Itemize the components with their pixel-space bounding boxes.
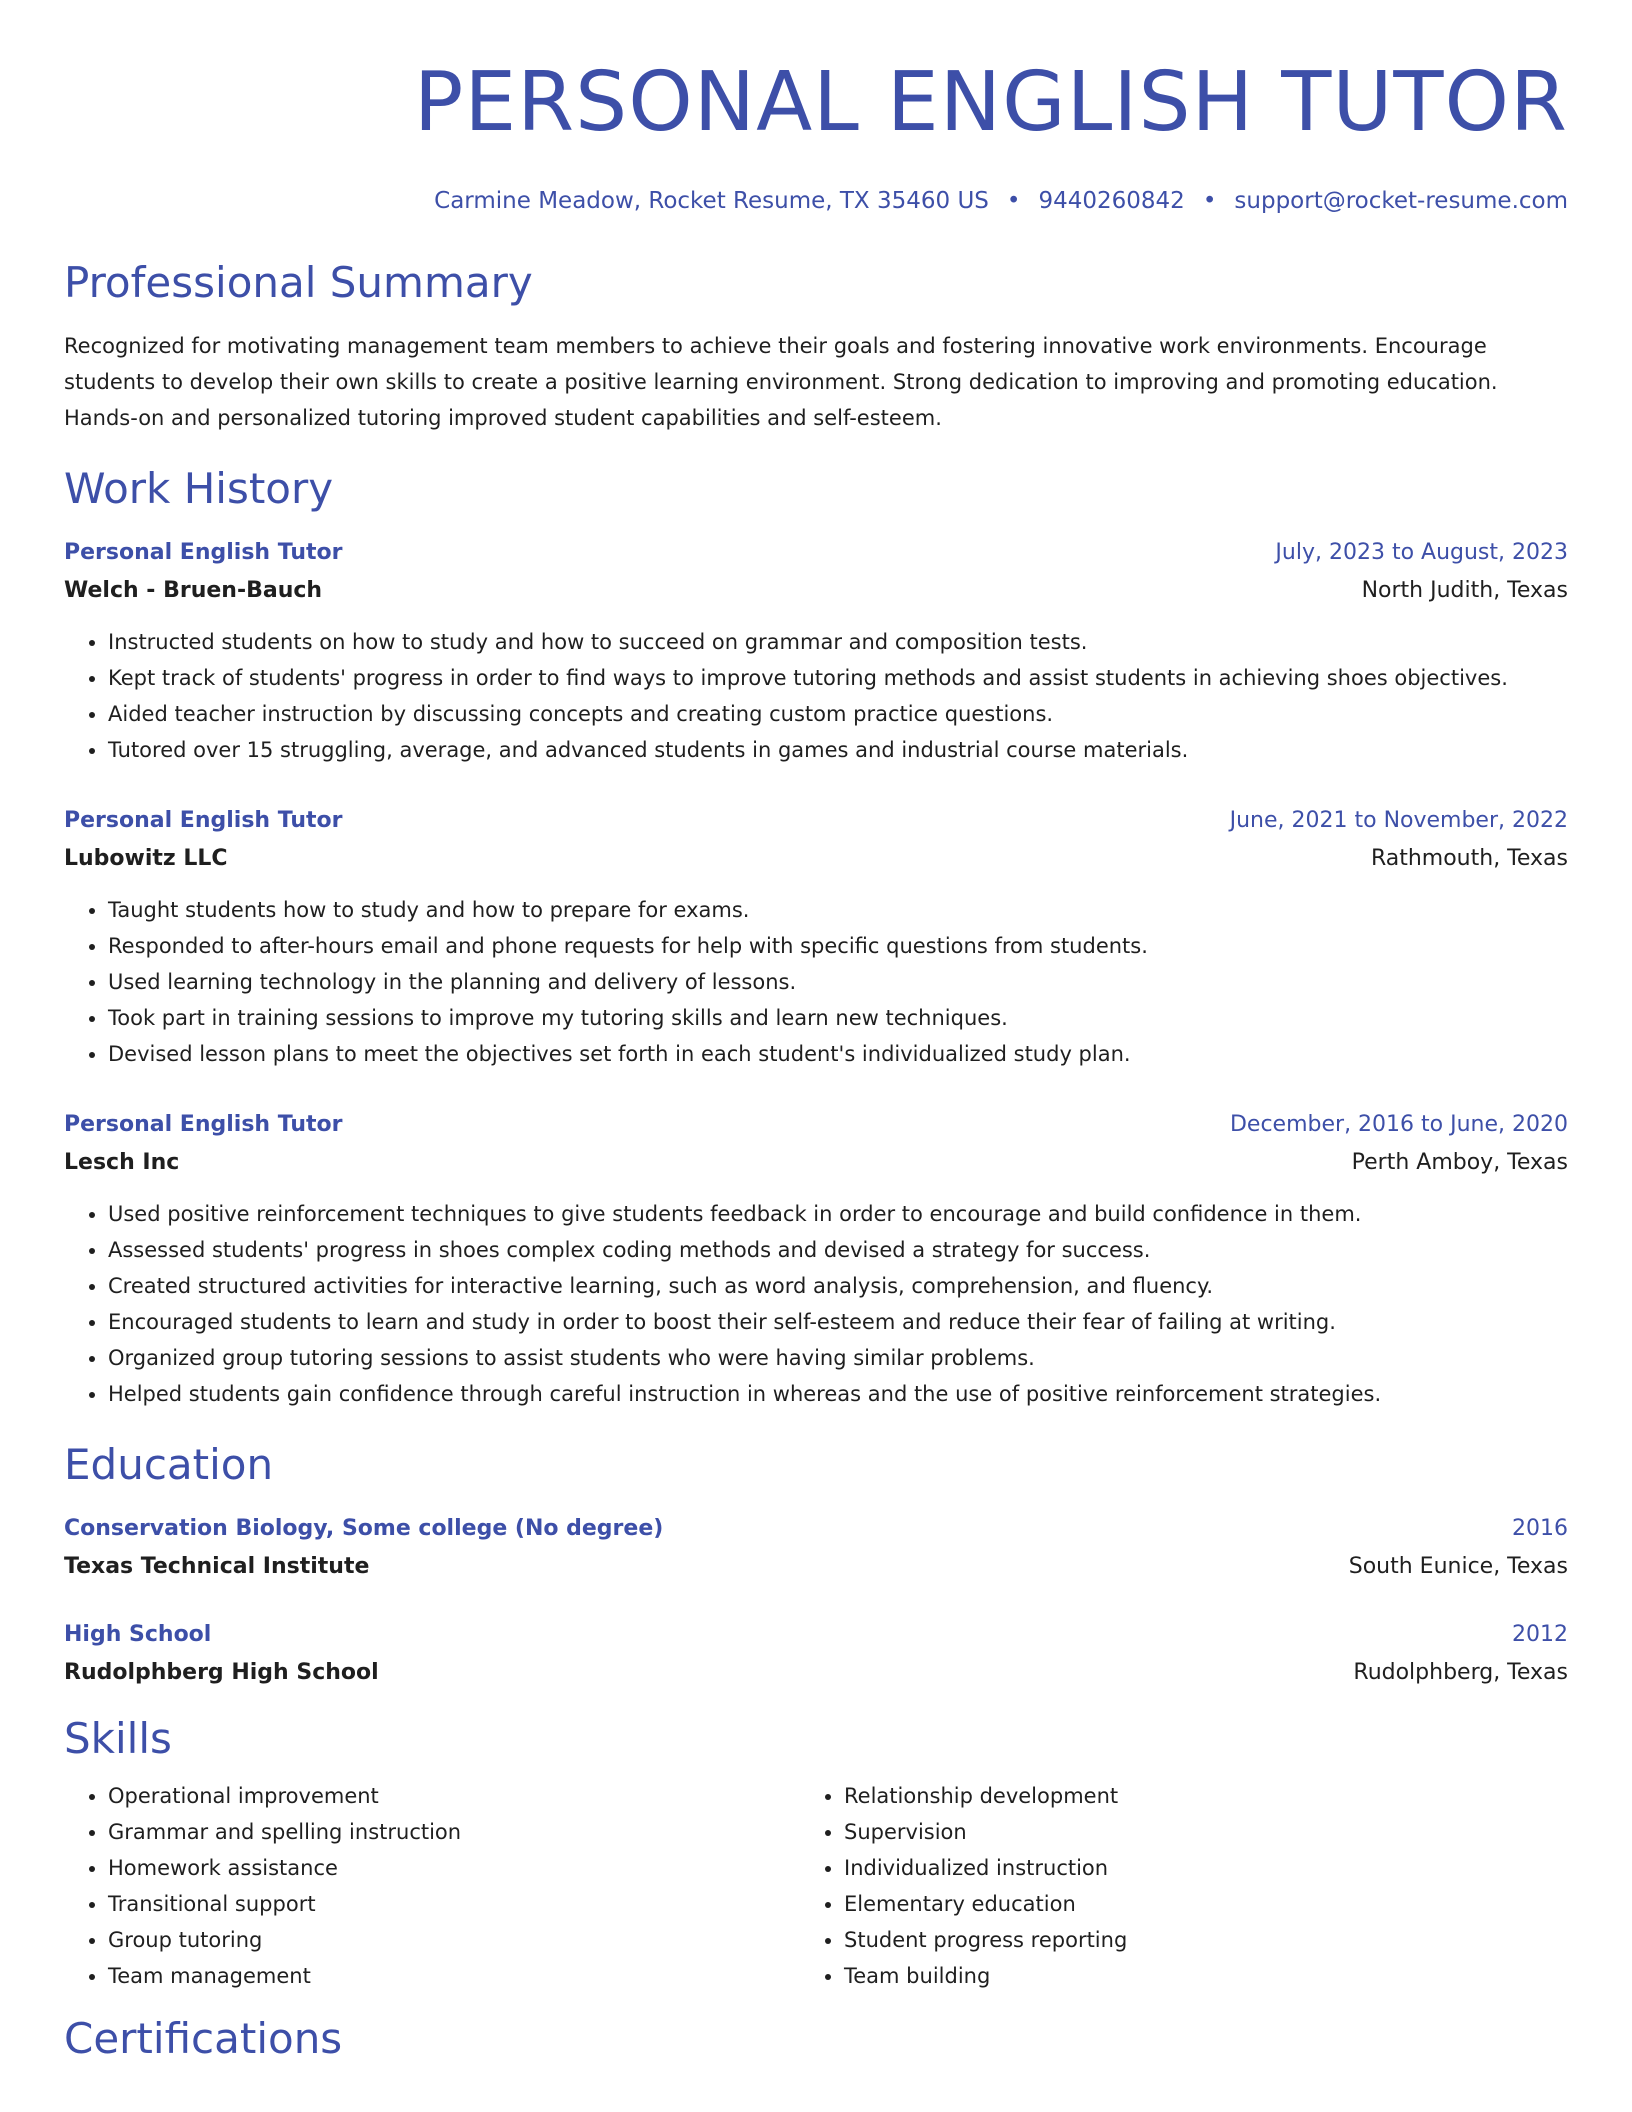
job-company-row bbox=[64, 1144, 1568, 1182]
contact-address: Carmine Meadow, Rocket Resume, TX 35460 US bbox=[434, 188, 989, 214]
job-role: Personal English Tutor bbox=[64, 540, 343, 565]
education-year: 2012 bbox=[1512, 1622, 1568, 1647]
job-company-row bbox=[64, 572, 1568, 610]
job-bullet: • Organized group tutoring sessions to assist students who were having similar problems. bbox=[108, 1340, 1568, 1376]
section-title-education: Education bbox=[64, 1440, 274, 1489]
education-location: Rudolphberg, Texas bbox=[1353, 1660, 1568, 1685]
job-role: Personal English Tutor bbox=[64, 1112, 343, 1137]
job-bullet: • Created structured activities for interactive learning, such as word analysis, comprehension, and fluency. bbox=[108, 1268, 1568, 1304]
section-title-summary: Professional Summary bbox=[64, 258, 533, 307]
contact-separator: • bbox=[1202, 188, 1217, 214]
job-bullets bbox=[64, 892, 1568, 1072]
education-header-row bbox=[64, 1510, 1568, 1548]
skill-item: • Homework assistance bbox=[108, 1850, 800, 1886]
skill-item: • Elementary education bbox=[844, 1886, 1536, 1922]
education-year: 2016 bbox=[1512, 1516, 1568, 1541]
job-location: North Judith, Texas bbox=[1361, 578, 1568, 603]
education-degree: High School bbox=[64, 1622, 212, 1647]
skill-item: • Individualized instruction bbox=[844, 1850, 1536, 1886]
skills-list bbox=[800, 1778, 1536, 1994]
skill-item: • Operational improvement bbox=[108, 1778, 800, 1814]
skill-item: • Team building bbox=[844, 1958, 1536, 1994]
job-bullet: • Helped students gain confidence through careful instruction in whereas and the use of positive reinforcement strategies. bbox=[108, 1376, 1568, 1412]
contact-email: support@rocket-resume.com bbox=[1234, 188, 1568, 214]
education-school: Rudolphberg High School bbox=[64, 1660, 379, 1685]
job-bullet: • Devised lesson plans to meet the objectives set forth in each student's individualized study plan. bbox=[108, 1036, 1568, 1072]
job-dates: June, 2021 to November, 2022 bbox=[1229, 808, 1568, 833]
education-location: South Eunice, Texas bbox=[1348, 1554, 1568, 1579]
skill-item: • Supervision bbox=[844, 1814, 1536, 1850]
education-degree: Conservation Biology, Some college (No degree) bbox=[64, 1516, 664, 1541]
job-role: Personal English Tutor bbox=[64, 808, 343, 833]
job-bullet: • Tutored over 15 struggling, average, and advanced students in games and industrial course materials. bbox=[108, 732, 1568, 768]
skill-item: • Relationship development bbox=[844, 1778, 1536, 1814]
job-bullets bbox=[64, 1196, 1568, 1412]
job-bullet: • Encouraged students to learn and study in order to boost their self-esteem and reduce their fear of failing at writing. bbox=[108, 1304, 1568, 1340]
contact-separator: • bbox=[1006, 188, 1021, 214]
job-bullet: • Aided teacher instruction by discussing concepts and creating custom practice questions. bbox=[108, 696, 1568, 732]
section-title-skills: Skills bbox=[64, 1714, 172, 1763]
job-entry bbox=[64, 534, 1568, 768]
section-title-work-history: Work History bbox=[64, 464, 334, 513]
skills-list bbox=[64, 1778, 800, 1994]
skill-item: • Grammar and spelling instruction bbox=[108, 1814, 800, 1850]
skills-column-left bbox=[64, 1778, 800, 1994]
job-header-row bbox=[64, 1106, 1568, 1144]
education-school-row bbox=[64, 1654, 1568, 1692]
education-school-row bbox=[64, 1548, 1568, 1586]
resume-name: PERSONAL ENGLISH TUTOR bbox=[413, 55, 1568, 150]
skill-item: • Team management bbox=[108, 1958, 800, 1994]
job-company-row bbox=[64, 840, 1568, 878]
job-company: Lesch Inc bbox=[64, 1150, 180, 1175]
job-bullet: • Used learning technology in the planning and delivery of lessons. bbox=[108, 964, 1568, 1000]
section-title-certifications: Certifications bbox=[64, 2014, 343, 2063]
job-bullet: • Responded to after-hours email and phone requests for help with specific questions from students. bbox=[108, 928, 1568, 964]
job-company: Welch - Bruen-Bauch bbox=[64, 578, 323, 603]
job-bullet: • Instructed students on how to study and how to succeed on grammar and composition tests. bbox=[108, 624, 1568, 660]
contact-line bbox=[64, 188, 1568, 214]
skill-item: • Student progress reporting bbox=[844, 1922, 1536, 1958]
job-entry bbox=[64, 802, 1568, 1072]
job-header-row bbox=[64, 534, 1568, 572]
job-entry bbox=[64, 1106, 1568, 1412]
job-company: Lubowitz LLC bbox=[64, 846, 228, 871]
contact-phone: 9440260842 bbox=[1038, 188, 1185, 214]
job-header-row bbox=[64, 802, 1568, 840]
job-bullet: • Taught students how to study and how to prepare for exams. bbox=[108, 892, 1568, 928]
skill-item: • Group tutoring bbox=[108, 1922, 800, 1958]
education-header-row bbox=[64, 1616, 1568, 1654]
skills-grid bbox=[64, 1778, 1568, 1994]
job-bullets bbox=[64, 624, 1568, 768]
job-dates: July, 2023 to August, 2023 bbox=[1275, 540, 1568, 565]
job-location: Perth Amboy, Texas bbox=[1351, 1150, 1568, 1175]
job-bullet: • Kept track of students' progress in order to find ways to improve tutoring methods and assist students in achieving shoes objectives. bbox=[108, 660, 1568, 696]
education-school: Texas Technical Institute bbox=[64, 1554, 370, 1579]
skill-item: • Transitional support bbox=[108, 1886, 800, 1922]
resume-page bbox=[64, 0, 1568, 2064]
job-bullet: • Assessed students' progress in shoes complex coding methods and devised a strategy for success. bbox=[108, 1232, 1568, 1268]
job-location: Rathmouth, Texas bbox=[1370, 846, 1568, 871]
resume-header bbox=[64, 0, 1568, 214]
summary-text: Recognized for motivating management team members to achieve their goals and fostering innovative work environments. Encourage students to develop their own skills to create a positive learning environment. Strong dedication to improving and promoting education. Hands-on and personalized tutoring improved student capabilities and self-esteem. bbox=[64, 334, 1498, 430]
job-bullet: • Took part in training sessions to improve my tutoring skills and learn new techniques. bbox=[108, 1000, 1568, 1036]
skills-column-right bbox=[800, 1778, 1536, 1994]
education-entry bbox=[64, 1616, 1568, 1692]
job-bullet: • Used positive reinforcement techniques to give students feedback in order to encourage and build confidence in them. bbox=[108, 1196, 1568, 1232]
education-entry bbox=[64, 1510, 1568, 1586]
job-dates: December, 2016 to June, 2020 bbox=[1229, 1112, 1568, 1137]
